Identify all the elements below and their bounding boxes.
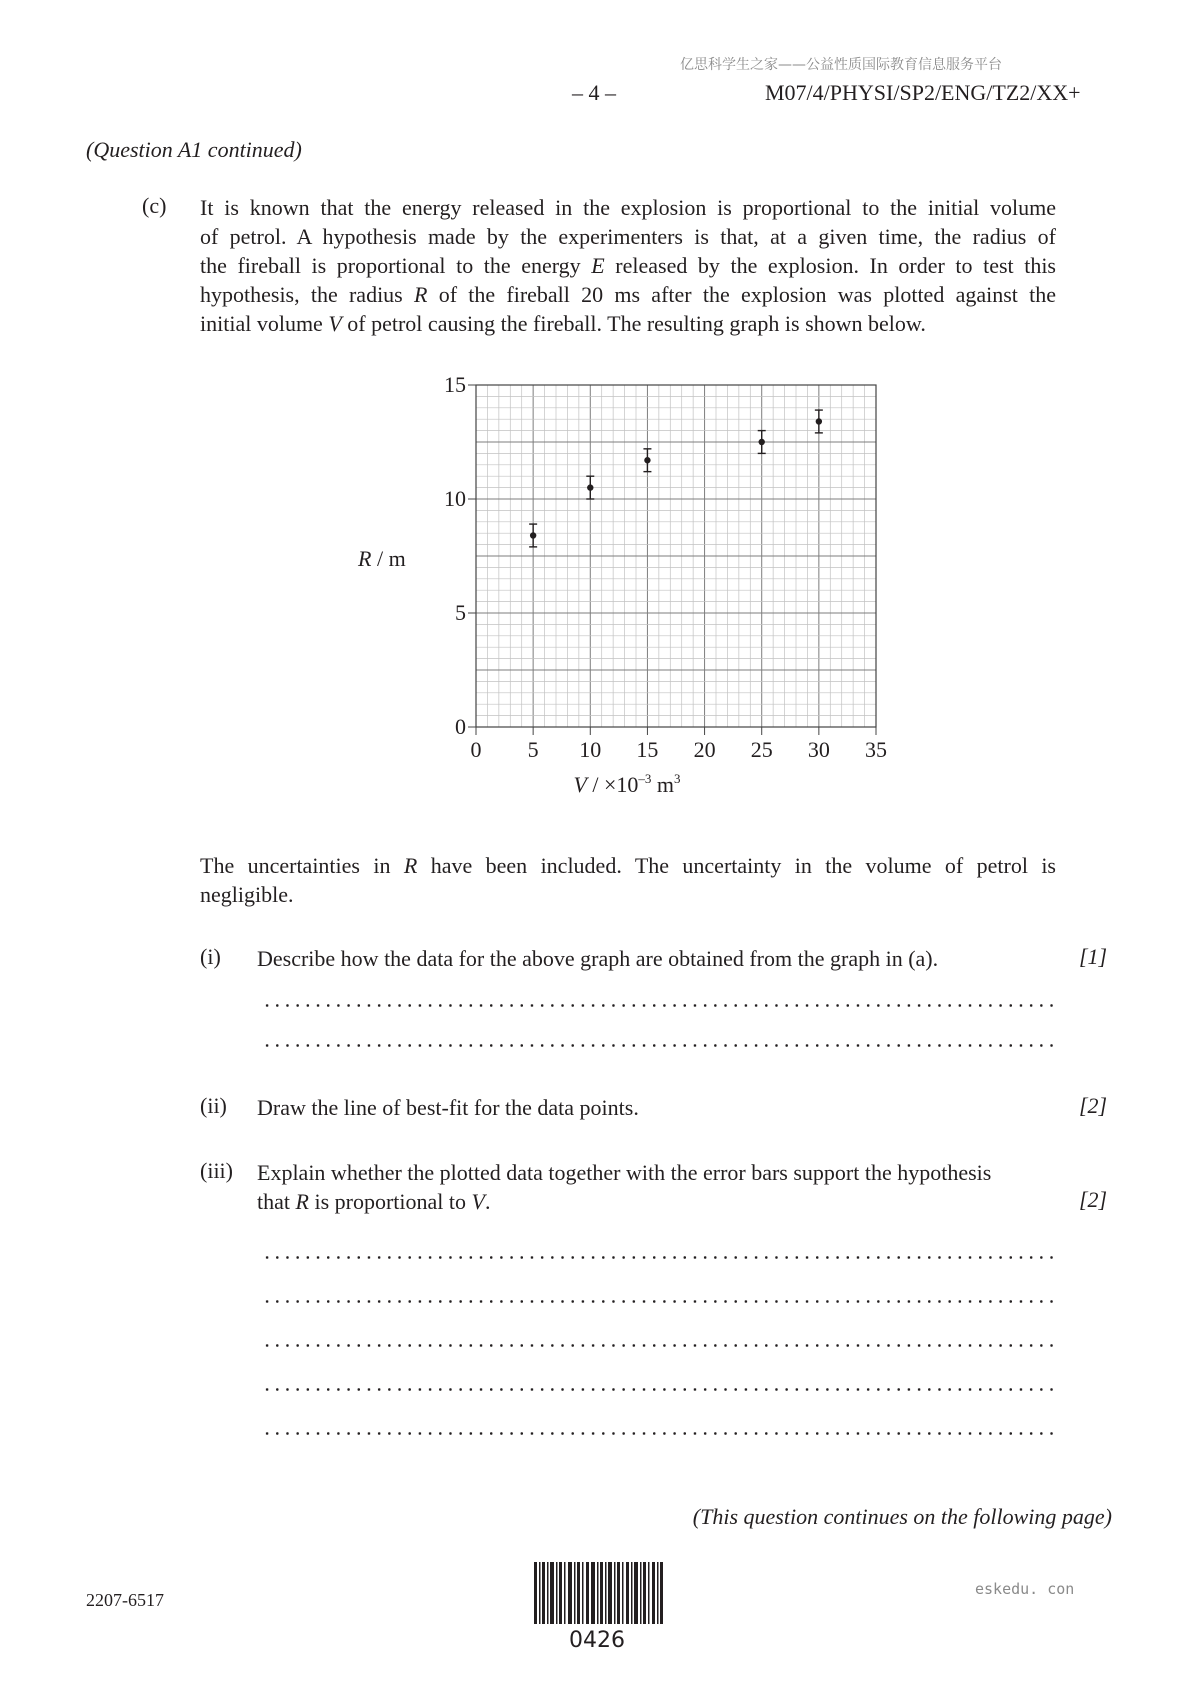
x-tick-label: 20 (693, 737, 716, 762)
document-code: 2207-6517 (86, 1590, 164, 1610)
data-point (644, 457, 650, 463)
question-iii-label: (iii) (200, 1158, 233, 1183)
continuation-label: (Question A1 continued) (86, 137, 302, 162)
x-tick-label: 35 (865, 737, 887, 762)
answer-line[interactable] (262, 1432, 1056, 1436)
y-tick-label: 10 (444, 486, 466, 511)
x-tick-label: 30 (807, 737, 830, 762)
answer-line[interactable] (262, 1256, 1056, 1260)
uncertainty-paragraph (200, 851, 1056, 909)
question-ii-label: (ii) (200, 1093, 227, 1118)
paragraph-line: of petrol. A hypothesis made by the experimenters is that, at a given time, the radius of (200, 224, 1056, 249)
data-point (816, 418, 822, 424)
x-tick-label: 5 (527, 737, 539, 762)
answer-line[interactable] (262, 1388, 1056, 1392)
answer-line[interactable] (262, 1344, 1056, 1348)
barcode-number: 0426 (569, 1628, 625, 1653)
page-number: – 4 – (572, 80, 616, 105)
data-point (530, 532, 536, 538)
paper-code: M07/4/PHYSI/SP2/ENG/TZ2/XX+ (765, 80, 1081, 105)
y-tick-label: 0 (455, 714, 466, 739)
x-tick-label: 25 (750, 737, 773, 762)
y-tick-label: 5 (455, 600, 466, 625)
answer-line[interactable] (262, 1300, 1056, 1304)
site-watermark: eskedu. con (975, 1580, 1075, 1598)
x-tick-label: 0 (470, 737, 482, 762)
y-tick-label: 15 (444, 372, 466, 397)
paragraph-line: The uncertainties in R have been included. The uncertainty in the volume of petrol is (200, 853, 1056, 878)
data-point (587, 484, 593, 490)
question-ii-text: Draw the line of best-fit for the data points. (257, 1095, 639, 1120)
header-watermark: 亿思科学生之家——公益性质国际教育信息服务平台 (680, 57, 1002, 73)
paragraph-line: initial volume V of petrol causing the fireball. The resulting graph is shown below. (200, 311, 926, 336)
question-i-label: (i) (200, 944, 221, 969)
question-ii-marks: [2] (1079, 1093, 1108, 1118)
paragraph-line: the fireball is proportional to the energy E released by the explosion. In order to test this (200, 253, 1056, 278)
y-axis-label: R / m (358, 546, 406, 571)
chart-grid (476, 385, 876, 727)
continues-note: (This question continues on the following page) (692, 1504, 1112, 1529)
paragraph-line: negligible. (200, 882, 294, 907)
paragraph-line: It is known that the energy released in the explosion is proportional to the initial volume (200, 195, 1056, 220)
question-iii-marks: [2] (1079, 1187, 1108, 1212)
question-iii-text: Explain whether the plotted data together with the error bars support the hypothesis that R is proportional to V. (257, 1160, 992, 1214)
barcode-graphic (534, 1562, 664, 1624)
x-tick-label: 10 (579, 737, 602, 762)
answer-line[interactable] (262, 1044, 1056, 1048)
answer-line[interactable] (262, 1004, 1056, 1008)
paragraph-line: hypothesis, the radius R of the fireball 20 ms after the explosion was plotted against the (200, 282, 1057, 307)
data-point (759, 439, 765, 445)
radius-volume-chart (340, 370, 900, 800)
part-c-label: (c) (142, 193, 167, 218)
x-axis-label: $V / \times 10^{-3}$ $m^3$ (573, 771, 681, 797)
part-c-paragraph (200, 193, 1056, 338)
question-i-text: Describe how the data for the above graph are obtained from the graph in (a). (257, 946, 939, 971)
x-tick-label: 15 (636, 737, 659, 762)
question-i-marks: [1] (1079, 944, 1108, 969)
